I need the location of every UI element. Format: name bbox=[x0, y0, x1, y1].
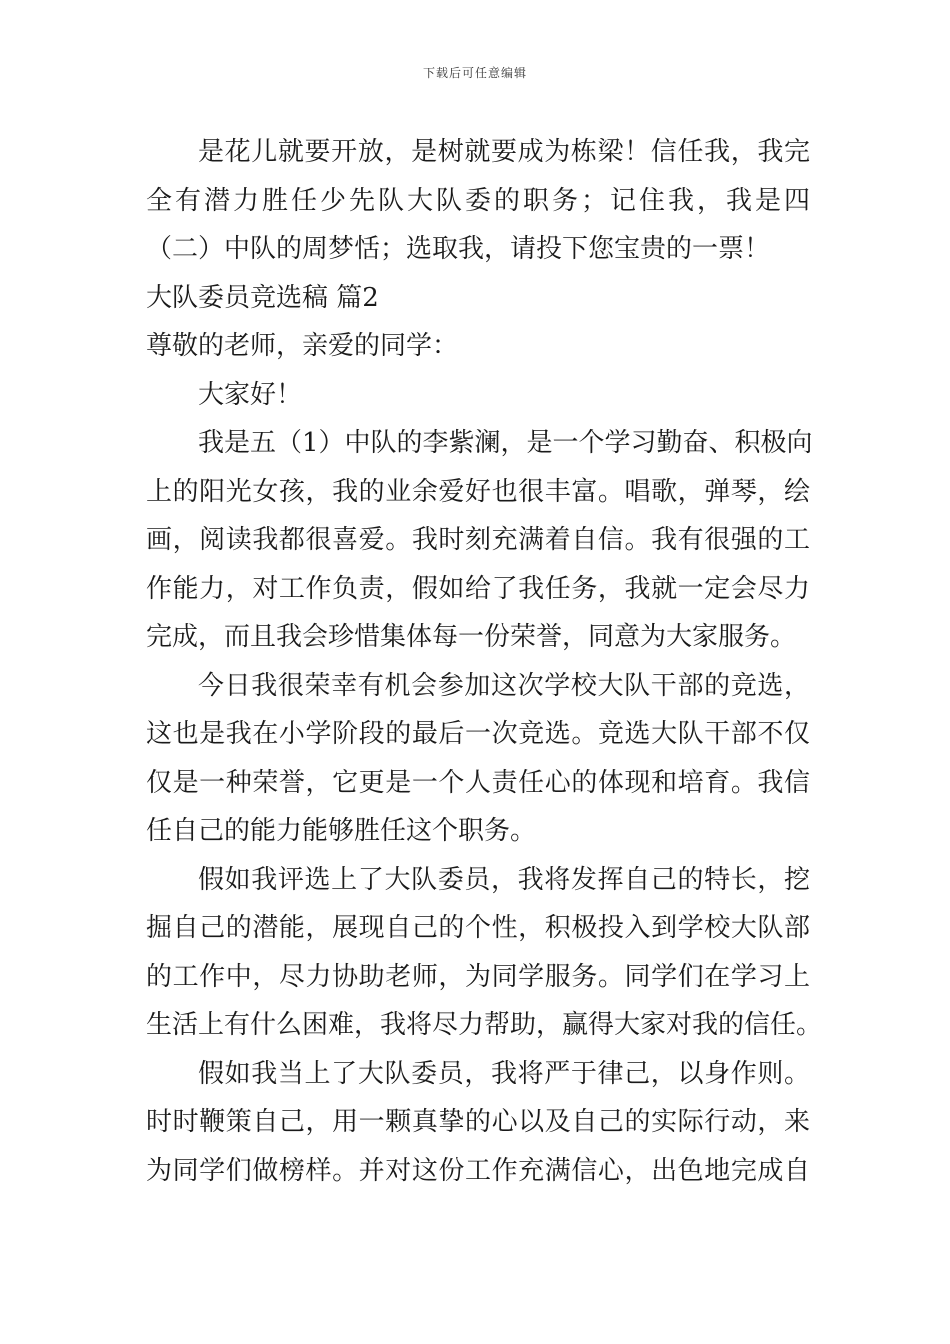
text-line: 今日我很荣幸有机会参加这次学校大队干部的竞选， bbox=[198, 670, 810, 701]
greeting: 大家好！ bbox=[198, 379, 303, 410]
text-line: （二）中队的周梦恬；选取我，请投下您宝贵的一票！ bbox=[146, 234, 771, 264]
salutation: 尊敬的老师，亲爱的同学： bbox=[146, 331, 459, 361]
document-body bbox=[146, 128, 823, 1195]
text-line: 这也是我在小学阶段的最后一次竞选。竞选大队干部不仅 bbox=[146, 719, 810, 749]
section-heading: 大队委员竞选稿 篇2 bbox=[146, 282, 379, 313]
text-line: 作能力，对工作负责，假如给了我任务，我就一定会尽力 bbox=[146, 573, 810, 604]
text-line: 画，阅读我都很喜爱。我时刻充满着自信。我有很强的工 bbox=[146, 525, 810, 555]
text-line: 时时鞭策自己，用一颗真挚的心以及自己的实际行动，来 bbox=[146, 1107, 810, 1137]
text-line: 的工作中，尽力协助老师，为同学服务。同学们在学习上 bbox=[146, 961, 810, 992]
text-line: 掘自己的潜能，展现自己的个性，积极投入到学校大队部 bbox=[146, 913, 810, 943]
text-line: 完成，而且我会珍惜集体每一份荣誉，同意为大家服务。 bbox=[146, 622, 797, 652]
text-line: 生活上有什么困难，我将尽力帮助，赢得大家对我的信任。 bbox=[146, 1010, 823, 1040]
text-line: 假如我评选上了大队委员，我将发挥自己的特长，挖 bbox=[198, 864, 810, 895]
text-line: 仅是一种荣誉，它更是一个人责任心的体现和培育。我信 bbox=[146, 767, 810, 798]
text-line: 任自己的能力能够胜任这个职务。 bbox=[146, 816, 537, 846]
text-line: 为同学们做榜样。并对这份工作充满信心，出色地完成自 bbox=[146, 1155, 810, 1186]
text-line: 全有潜力胜任少先队大队委的职务；记住我，我是四 bbox=[146, 185, 810, 216]
text-line: 假如我当上了大队委员，我将严于律己，以身作则。 bbox=[198, 1058, 810, 1089]
text-line: 上的阳光女孩，我的业余爱好也很丰富。唱歌，弹琴，绘 bbox=[146, 476, 810, 507]
page-header-note: 下载后可任意编辑 bbox=[422, 66, 527, 80]
text-line: 我是五（1）中队的李紫澜，是一个学习勤奋、积极向 bbox=[198, 428, 813, 458]
text-line: 是花儿就要开放，是树就要成为栋梁！信任我，我完 bbox=[198, 137, 810, 167]
